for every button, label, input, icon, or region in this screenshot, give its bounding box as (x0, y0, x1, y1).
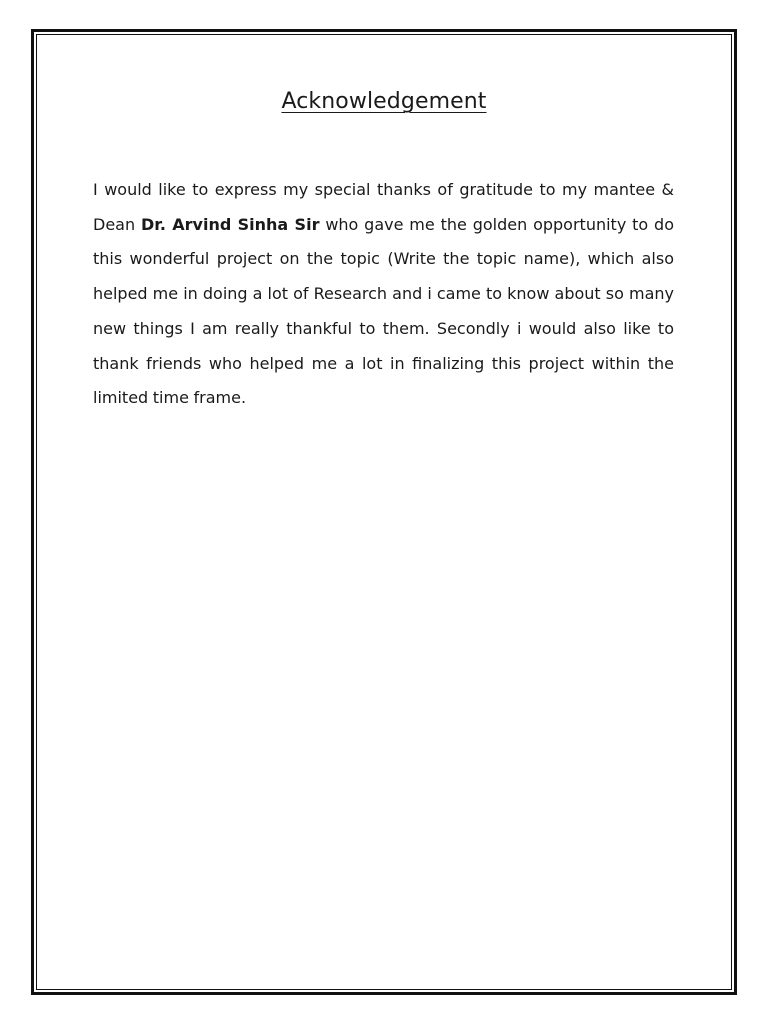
page-title: Acknowledgement (281, 89, 487, 114)
dean-name: Dr. Arvind Sinha Sir (140, 214, 320, 234)
paragraph-text-start: I would like to express my special thanks of gratitude to my mantee & Dean (93, 180, 674, 234)
paragraph-text-end: who gave me the golden opportunity to do this wonderful project on the topic (Write the topic name), which also helped me in doing a lot of Research and i came to know about so many new things I am really thankful to them. Secondly i would also like to thank friends who helped me a lot in finalizing this project within the limited time frame. (93, 214, 674, 408)
acknowledgement-paragraph (93, 173, 674, 416)
